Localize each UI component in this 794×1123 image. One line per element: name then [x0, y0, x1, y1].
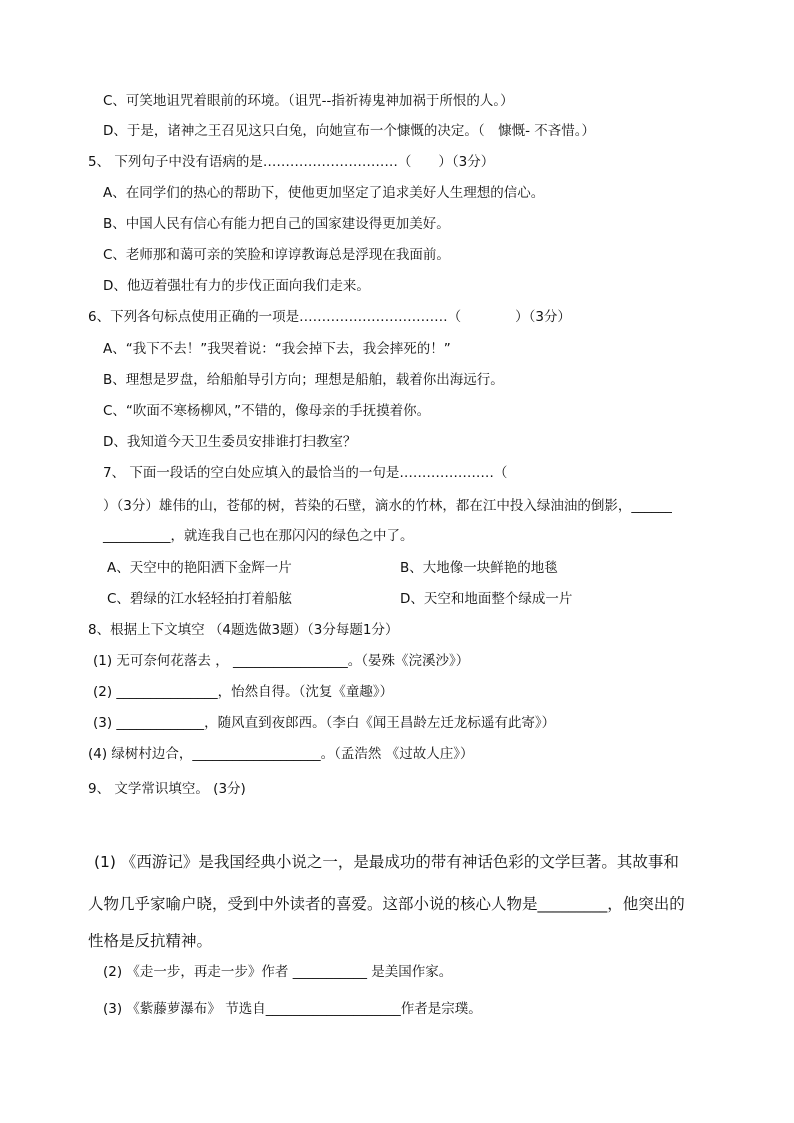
q9-item-1-line3: 性格是反抗精神。	[88, 932, 213, 950]
q8-item-4: (4) 绿树村边合，___________________。（孟浩然 《过故人庄》）	[88, 746, 474, 762]
q5-stem: 5、 下列句子中没有语病的是…………………………（ ）（3分）	[88, 154, 495, 170]
q9-item-2: (2) 《走一步，再走一步》作者 ___________ 是美国作家。	[103, 964, 453, 980]
q5-option-b: B、中国人民有信心有能力把自己的国家建设得更加美好。	[103, 216, 450, 232]
q7-stem: 7、 下面一段话的空白处应填入的最恰当的一句是…………………（	[103, 465, 508, 481]
q9-item-1-line2: 人物几乎家喻户晓，受到中外读者的喜爱。这部小说的核心人物是_________，他突出的	[88, 895, 685, 913]
q7-option-b: B、大地像一块鲜艳的地毯	[400, 560, 558, 576]
q6-stem: 6、下列各句标点使用正确的一项是……………………………（ ）（3分）	[88, 309, 571, 325]
q7-option-d: D、天空和地面整个绿成一片	[400, 591, 573, 607]
q5-option-a: A、在同学们的热心的帮助下，使他更加坚定了追求美好人生理想的信心。	[103, 185, 545, 201]
q5-option-d: D、他迈着强壮有力的步伐正面向我们走来。	[103, 278, 370, 294]
q7-passage-line2: __________，就连我自己也在那闪闪的绿色之中了。	[103, 528, 414, 544]
q7-passage-line1: ）（3分）雄伟的山，苍郁的树，苔染的石壁，滴水的竹林，都在江中投入绿油油的倒影，______	[103, 498, 672, 514]
q4-option-d: D、于是，诸神之王召见这只白兔，向她宣布一个慷慨的决定。（ 慷慨- 不吝惜。）	[103, 123, 596, 139]
q6-option-c: C、“吹面不寒杨柳风，”不错的，像母亲的手抚摸着你。	[103, 403, 431, 419]
q8-item-2: (2) _______________，怡然自得。（沈复《童趣》）	[93, 684, 394, 700]
q9-stem: 9、 文学常识填空。 (3分)	[88, 781, 246, 797]
q8-item-1: (1) 无可奈何花落去 ， _________________。（晏殊《浣溪沙》）	[93, 653, 470, 669]
q4-option-c: C、可笑地诅咒着眼前的环境。（诅咒--指祈祷鬼神加祸于所恨的人。）	[103, 93, 514, 109]
q7-option-c: C、碧绿的江水轻轻拍打着船舷	[107, 591, 292, 607]
q8-item-3: (3) _____________，随风直到夜郎西。（李白《闻王昌龄左迁龙标遥有此寄》）	[93, 715, 556, 731]
q9-item-1-line1: (1) 《西游记》是我国经典小说之一，是最成功的带有神话色彩的文学巨著。其故事和	[94, 853, 679, 871]
q7-option-a: A、天空中的艳阳洒下金辉一片	[107, 560, 292, 576]
q8-stem: 8、根据上下文填空 （4题选做3题）（3分每题1分）	[88, 622, 399, 638]
q6-option-d: D、我知道今天卫生委员安排谁打扫教室？	[103, 434, 357, 450]
q9-item-3: (3) 《紫藤萝瀑布》 节选自____________________作者是宗璞。	[103, 1001, 482, 1017]
q5-option-c: C、老师那和蔼可亲的笑脸和谆谆教诲总是浮现在我面前。	[103, 247, 450, 263]
q6-option-a: A、“我下不去！”我哭着说：“我会掉下去，我会摔死的！”	[103, 341, 451, 357]
q6-option-b: B、理想是罗盘，给船舶导引方向；理想是船舶，载着你出海远行。	[103, 372, 504, 388]
